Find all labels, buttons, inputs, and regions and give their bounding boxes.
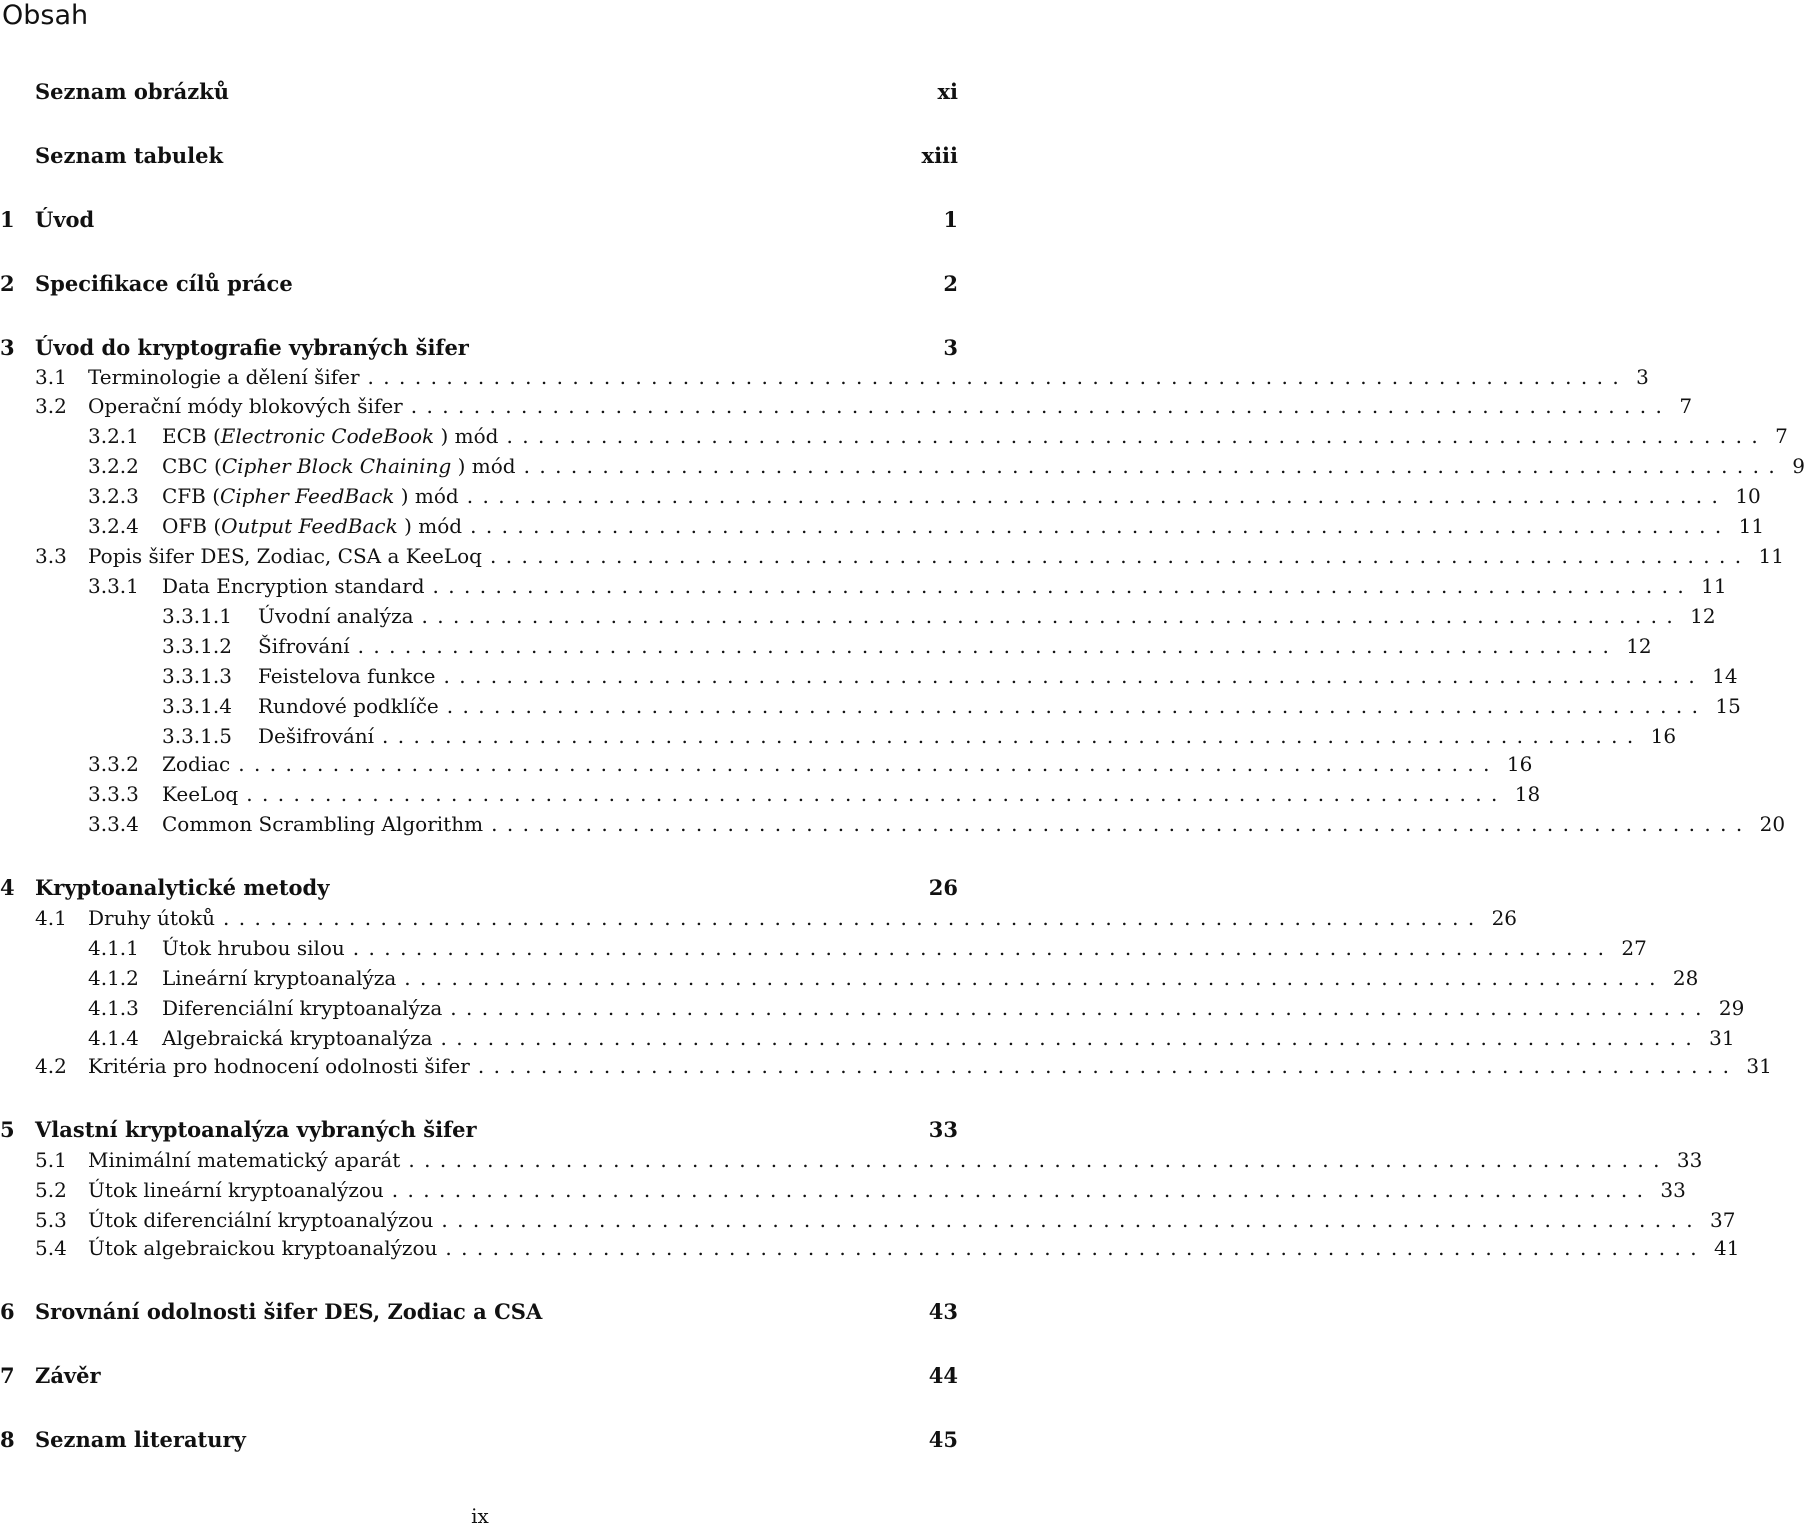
toc-entry-page: 28 — [1672, 966, 1699, 990]
toc-entry-page: 41 — [1714, 1236, 1740, 1260]
toc-entry-number: 3.2.3 — [88, 484, 139, 508]
toc-entry[interactable] — [0, 631, 1652, 661]
toc-entry-title: Algebraická kryptoanalýza — [162, 1026, 433, 1050]
toc-entry-number: 5.4 — [35, 1236, 67, 1260]
toc-entry-title: Úvodní analýza — [258, 604, 414, 628]
toc-entry-page: xi — [937, 79, 958, 104]
toc-entry-title: Seznam literatury — [35, 1427, 246, 1452]
toc-entry-page: 15 — [1715, 694, 1741, 718]
toc-entry-number: 5.1 — [35, 1148, 67, 1172]
toc-leader-dots: ................................................................................ — [489, 544, 1751, 568]
toc-entry-number: 3.3.1.5 — [162, 724, 232, 748]
toc-entry-title: CFB (Cipher FeedBack ) mód — [162, 484, 459, 508]
toc-entry-number: 3.3.3 — [88, 782, 139, 806]
toc-leader-dots: ................................................................................ — [410, 394, 1672, 418]
toc-entry-number: 4.1.4 — [88, 1026, 139, 1050]
toc-leader-dots: ................................................................................ — [470, 514, 1731, 538]
toc-entry[interactable] — [0, 269, 960, 299]
toc-entry-page: 10 — [1735, 484, 1761, 508]
toc-entry-title: Feistelova funkce — [258, 664, 436, 688]
toc-entry[interactable] — [0, 721, 1677, 751]
toc-entry-page: 31 — [1709, 1026, 1735, 1050]
toc-entry-page: 27 — [1621, 936, 1647, 960]
toc-leader-dots: ................................................................................ — [445, 1236, 1706, 1260]
toc-entry-page: 11 — [1758, 544, 1784, 568]
toc-entry-page: 14 — [1712, 664, 1738, 688]
toc-entry-page: 7 — [1679, 394, 1693, 418]
toc-entry-number: 4.1.3 — [88, 996, 139, 1020]
toc-entry[interactable] — [0, 481, 1761, 511]
toc-entry[interactable] — [0, 571, 1727, 601]
toc-leader-dots: ................................................................................ — [352, 936, 1614, 960]
toc-entry[interactable] — [0, 993, 1745, 1023]
toc-entry-page: 16 — [1506, 752, 1533, 776]
toc-entry-title: Common Scrambling Algorithm — [162, 812, 484, 836]
toc-entry[interactable] — [0, 661, 1738, 691]
toc-entry[interactable] — [0, 77, 960, 107]
toc-entry-page: 1 — [943, 207, 958, 232]
toc-leader-dots: ................................................................................ — [408, 1148, 1669, 1172]
toc-entry-page: 16 — [1650, 724, 1677, 748]
toc-entry[interactable] — [0, 691, 1741, 721]
toc-entry-number: 8 — [0, 1427, 15, 1452]
toc-entry-page: 11 — [1701, 574, 1727, 598]
toc-entry[interactable] — [0, 333, 960, 363]
toc-entry-title: Rundové podklíče — [258, 694, 439, 718]
toc-entry-number: 3.3.1.4 — [162, 694, 232, 718]
toc-entry-page: 44 — [928, 1363, 958, 1388]
toc-entry[interactable] — [0, 141, 960, 171]
toc-entry-page: 18 — [1514, 782, 1541, 806]
toc-entry-title: Terminologie a dělení šifer — [88, 365, 360, 389]
toc-entry-number: 4 — [0, 875, 15, 900]
toc-entry-title: Lineární kryptoanalýza — [162, 966, 397, 990]
toc-entry[interactable] — [0, 391, 1693, 421]
toc-entry-title: Seznam obrázků — [35, 79, 229, 104]
toc-entry-title: Útok lineární kryptoanalýzou — [88, 1178, 384, 1202]
toc-entry[interactable] — [0, 1115, 960, 1145]
toc-entry-page: 33 — [1676, 1148, 1703, 1172]
toc-leader-dots: ................................................................................ — [421, 604, 1683, 628]
toc-entry-title: Druhy útoků — [88, 906, 215, 930]
toc-entry-number: 3.2.4 — [88, 514, 139, 538]
toc-entry[interactable] — [0, 1051, 1772, 1081]
toc-entry[interactable] — [0, 511, 1765, 541]
toc-entry-number: 4.1.1 — [88, 936, 139, 960]
toc-entry-number: 3.3 — [35, 544, 67, 568]
toc-entry-page: 3 — [1636, 365, 1649, 389]
toc-leader-dots: ................................................................................ — [391, 1178, 1653, 1202]
toc-entry[interactable] — [0, 1175, 1686, 1205]
toc-leader-dots: ................................................................................ — [506, 424, 1768, 448]
toc-entry-title: Úvod — [35, 207, 95, 232]
toc-entry-page: 12 — [1690, 604, 1716, 628]
toc-leader-dots: ................................................................................ — [446, 694, 1708, 718]
toc-leader-dots: ................................................................................ — [222, 906, 1484, 930]
toc-entry-page: 31 — [1746, 1054, 1772, 1078]
toc-entry[interactable] — [0, 601, 1716, 631]
toc-entry[interactable] — [0, 1425, 960, 1455]
toc-entry[interactable] — [0, 933, 1647, 963]
toc-entry-page: 9 — [1792, 454, 1805, 478]
toc-entry-number: 4.1 — [35, 906, 67, 930]
toc-entry-number: 3.3.4 — [88, 812, 139, 836]
toc-entry-number: 3.2 — [35, 394, 67, 418]
toc-entry-title: Útok diferenciální kryptoanalýzou — [88, 1208, 434, 1232]
page-number-footer: ix — [471, 1504, 489, 1528]
toc-entry-page: 29 — [1718, 996, 1745, 1020]
toc-entry-number: 7 — [0, 1363, 15, 1388]
toc-entry-number: 3.2.1 — [88, 424, 139, 448]
toc-entry-title: Závěr — [35, 1363, 101, 1388]
toc-entry-title: Srovnání odolnosti šifer DES, Zodiac a CSA — [35, 1299, 543, 1324]
toc-entry-title: Popis šifer DES, Zodiac, CSA a KeeLoq — [88, 544, 482, 568]
toc-entry[interactable] — [0, 809, 1786, 839]
toc-entry[interactable] — [0, 1233, 1740, 1263]
toc-entry-number: 5.3 — [35, 1208, 67, 1232]
toc-entry-number: 5 — [0, 1117, 15, 1142]
toc-leader-dots: ................................................................................ — [440, 1026, 1702, 1050]
toc-leader-dots: ................................................................................ — [443, 664, 1705, 688]
toc-entry-number: 4.2 — [35, 1054, 67, 1078]
toc-leader-dots: ................................................................................ — [357, 634, 1619, 658]
toc-entry-title: OFB (Output FeedBack ) mód — [162, 514, 463, 538]
toc-entry-title: Šifrování — [258, 634, 350, 658]
toc-entry[interactable] — [0, 205, 960, 235]
toc-entry-number: 6 — [0, 1299, 15, 1324]
toc-leader-dots: ................................................................................ — [450, 996, 1711, 1020]
toc-entry[interactable] — [0, 1297, 960, 1327]
toc-entry[interactable] — [0, 1023, 1735, 1053]
toc-entry-title: Data Encryption standard — [162, 574, 425, 598]
toc-entry-title: Úvod do kryptografie vybraných šifer — [35, 335, 469, 360]
toc-entry-title: Dešifrování — [258, 724, 375, 748]
toc-entry[interactable] — [0, 749, 1533, 779]
toc-entry-page: 37 — [1710, 1208, 1736, 1232]
toc-leader-dots: ................................................................................ — [382, 724, 1643, 748]
toc-entry-number: 3.3.1.3 — [162, 664, 232, 688]
toc-entry-page: 33 — [928, 1117, 958, 1142]
toc-entry-title: Specifikace cílů práce — [35, 271, 293, 296]
toc-entry[interactable] — [0, 541, 1784, 571]
toc-leader-dots: ................................................................................ — [246, 782, 1507, 806]
toc-entry-title: Minimální matematický aparát — [88, 1148, 401, 1172]
toc-leader-dots: ................................................................................ — [523, 454, 1785, 478]
toc-entry-number: 4.1.2 — [88, 966, 139, 990]
toc-entry-number: 3 — [0, 335, 15, 360]
toc-entry-number: 3.3.1 — [88, 574, 139, 598]
toc-entry-title: KeeLoq — [162, 782, 239, 806]
toc-entry-number: 2 — [0, 271, 15, 296]
toc-entry[interactable] — [0, 903, 1518, 933]
toc-entry-page: 2 — [943, 271, 958, 296]
toc-entry[interactable] — [0, 362, 1649, 392]
toc-entry-title: Zodiac — [162, 752, 231, 776]
toc-entry[interactable] — [0, 963, 1699, 993]
toc-entry-page: 12 — [1626, 634, 1652, 658]
toc-entry[interactable] — [0, 1205, 1736, 1235]
toc-entry-number: 3.3.2 — [88, 752, 139, 776]
toc-entry-title: Seznam tabulek — [35, 143, 224, 168]
toc-entry-title: CBC (Cipher Block Chaining ) mód — [162, 454, 516, 478]
toc-entry-page: 33 — [1660, 1178, 1686, 1202]
toc-entry-title: ECB (Electronic CodeBook ) mód — [162, 424, 499, 448]
toc-entry-number: 3.3.1.1 — [162, 604, 232, 628]
toc-entry-page: 3 — [943, 335, 958, 360]
toc-entry[interactable] — [0, 1361, 960, 1391]
toc-entry-number: 5.2 — [35, 1178, 67, 1202]
toc-leader-dots: ................................................................................ — [466, 484, 1728, 508]
toc-leader-dots: ................................................................................ — [367, 365, 1629, 389]
toc-entry-title: Vlastní kryptoanalýza vybraných šifer — [35, 1117, 477, 1142]
toc-entry-page: 45 — [928, 1427, 958, 1452]
toc-entry-page: 26 — [928, 875, 958, 900]
toc-entry-page: 26 — [1491, 906, 1518, 930]
toc-entry[interactable] — [0, 1145, 1703, 1175]
toc-entry-page: xiii — [921, 143, 958, 168]
toc-entry-page: 7 — [1775, 424, 1788, 448]
toc-entry-number: 3.1 — [35, 365, 67, 389]
toc-leader-dots: ................................................................................ — [441, 1208, 1703, 1232]
toc-leader-dots: ................................................................................ — [477, 1054, 1739, 1078]
toc-entry-number: 1 — [0, 207, 15, 232]
toc-entry-number: 3.3.1.2 — [162, 634, 232, 658]
toc-entry[interactable] — [0, 779, 1541, 809]
toc-entry[interactable] — [0, 451, 1805, 481]
toc-entry-page: 11 — [1738, 514, 1765, 538]
toc-leader-dots: ................................................................................ — [491, 812, 1752, 836]
toc-entry[interactable] — [0, 873, 960, 903]
toc-entry[interactable] — [0, 421, 1788, 451]
toc-entry-title: Operační módy blokových šifer — [88, 394, 403, 418]
toc-entry-page: 43 — [928, 1299, 958, 1324]
page-heading: Obsah — [2, 0, 89, 31]
toc-entry-title: Útok hrubou silou — [162, 936, 345, 960]
toc-entry-number: 3.2.2 — [88, 454, 139, 478]
toc-entry-title: Útok algebraickou kryptoanalýzou — [88, 1236, 438, 1260]
toc-leader-dots: ................................................................................ — [238, 752, 1499, 776]
toc-leader-dots: ................................................................................ — [432, 574, 1694, 598]
toc-entry-title: Kritéria pro hodnocení odolnosti šifer — [88, 1054, 470, 1078]
toc-entry-page: 20 — [1759, 812, 1786, 836]
toc-leader-dots: ................................................................................ — [404, 966, 1665, 990]
toc-entry-title: Diferenciální kryptoanalýza — [162, 996, 443, 1020]
toc-entry-title: Kryptoanalytické metody — [35, 875, 330, 900]
